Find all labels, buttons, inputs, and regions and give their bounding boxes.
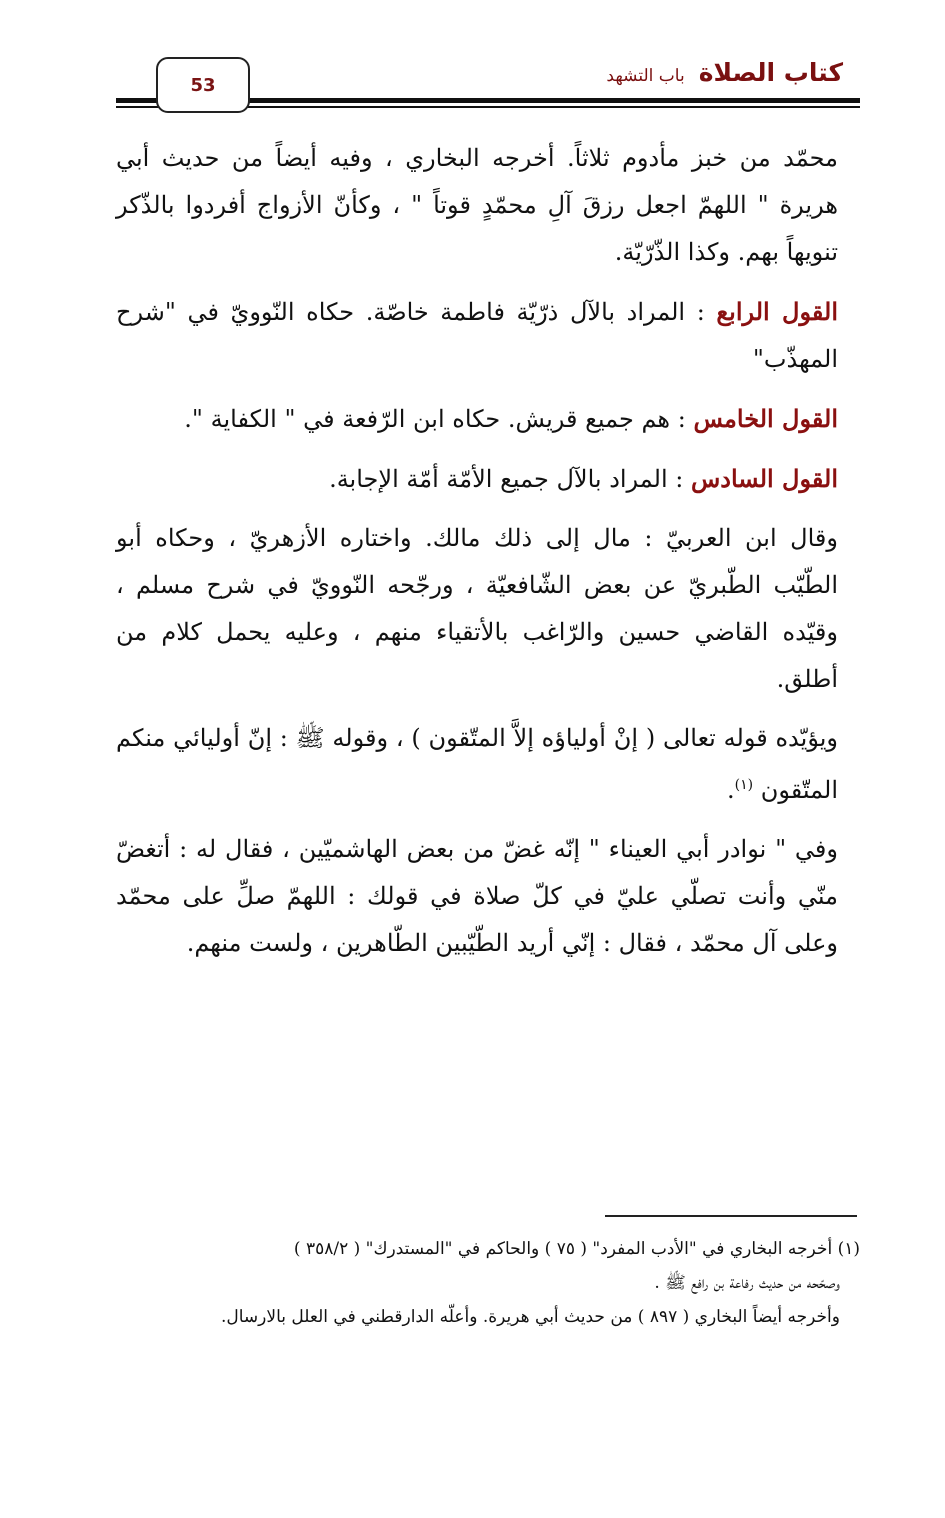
main-text xyxy=(116,135,838,979)
fifth-view-label: القول الخامس xyxy=(693,404,838,433)
footnote-separator xyxy=(605,1215,857,1217)
paragraph-ibn-arabi: وقال ابن العربيّ : مال إلى ذلك مالك. واختاره الأزهريّ ، وحكاه أبو الطّيّب الطّبريّ عن بعض الشّافعيّة ، ورجّحه النّوويّ في شرح مسلم ، وقيّده القاضي حسين والرّاغب بالأتقياء منهم ، وعليه يحمل كلام من أطلق. xyxy=(116,524,838,693)
paragraph-1: محمّد من خبز مأدوم ثلاثاً. أخرجه البخاري ، وفيه أيضاً من حديث أبي هريرة " اللهمّ اجعل رزقَ آلِ محمّدٍ قوتاً " ، وكأنّ الأزواج أفردوا بالذّكر تنويهاً بهم. وكذا الذّرّيّة. xyxy=(116,144,838,266)
paragraph-nawadir: وفي " نوادر أبي العيناء " إنّه غضّ من بعض الهاشميّين ، فقال له : أتغضّ منّي وأنت تصلّي عليّ في كلّ صلاة في قولك : اللهمّ صلِّ على محمّد وعلى آل محمّد ، فقال : إنّي أريد الطّيّبين الطّاهرين ، ولست منهم. xyxy=(116,835,838,957)
support-text: ويؤيّده قوله تعالى ( إنْ أولياؤه إلاَّ المتّقون ) ، وقوله ﷺ : إنّ أوليائي منكم المتّقون xyxy=(116,724,838,804)
footnote-1-line-2: وصحّحه من حديث رفاعة بن رافع ﷺ . xyxy=(654,1273,840,1293)
page-number: 53 xyxy=(156,57,250,113)
footnote-ref[interactable]: (١) xyxy=(734,777,754,793)
fourth-view-text: : المراد بالآل ذرّيّة فاطمة خاصّة. حكاه النّوويّ في "شرح المهذّب" xyxy=(116,298,838,373)
footnotes xyxy=(116,1234,860,1336)
chapter-title: باب التشهد xyxy=(606,66,685,86)
sixth-view-label: القول السادس xyxy=(691,464,838,493)
running-title xyxy=(606,58,843,87)
sixth-view-text: : المراد بالآل جميع الأمّة أمّة الإجابة. xyxy=(329,465,691,493)
footnote-1-line-1: (١) أخرجه البخاري في "الأدب المفرد" ( ٧٥ ) والحاكم في "المستدرك" ( ٣٥٨/٢ ) xyxy=(293,1239,860,1259)
support-end: . xyxy=(726,776,735,804)
page-header xyxy=(0,0,945,115)
fifth-view-text: : هم جميع قريش. حكاه ابن الرّفعة في " الكفاية ". xyxy=(184,405,694,433)
fourth-view-label: القول الرابع xyxy=(716,297,838,326)
paragraph-fifth-view xyxy=(116,395,838,443)
footnote-1-line-3: وأخرجه أيضاً البخاري ( ٨٩٧ ) من حديث أبي هريرة. وأعلّه الدارقطني في العلل بالارسال. xyxy=(221,1307,840,1327)
book-title: كتاب الصلاة xyxy=(698,58,843,87)
paragraph-support xyxy=(116,715,838,814)
paragraph-fourth-view xyxy=(116,288,838,383)
paragraph-sixth-view xyxy=(116,455,838,503)
